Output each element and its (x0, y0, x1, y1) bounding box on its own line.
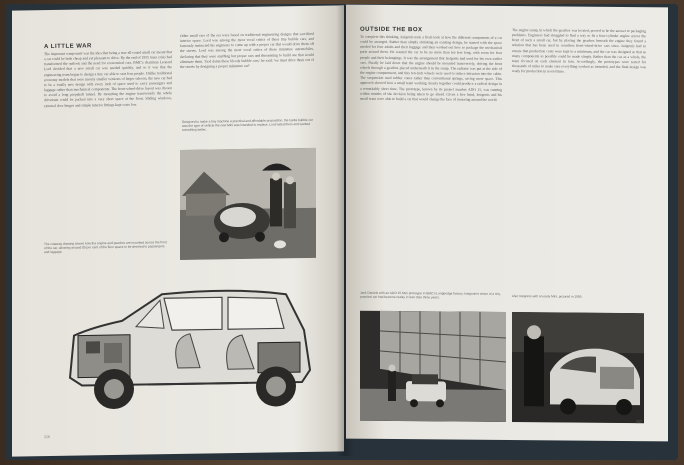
factory-prototype-photo (360, 311, 506, 422)
issigonis-photo-image (512, 312, 644, 423)
mini-cutaway-drawing (52, 270, 332, 424)
right-bottom-right-caption: Alec Issigonis with an early Mini, pictured in 1959. (512, 294, 583, 299)
right-column-2-text: The engine sump, in which the gearbox was located, proved to be the answer to packaging problems. Engineers had struggled to find a way to fit a four-cylinder engine across the front of such a small car, but by placing the gearbox beneath the engine they found a solution that has been used in countless front-wheel-drive cars since. Issigonis had to ensure that production costs were kept to a minimum, and the car was designed so that as many components as possible could be made simply. Rather than the car as a whole, the team focused on each element in turn. Accordingly, the prototypes were tested for thousands of miles to make sure everything worked as intended, and the final design was ready for production in record time. (512, 28, 646, 74)
right-page-number: 257 (636, 419, 642, 425)
right-page (346, 5, 668, 442)
left-page-number: 256 (44, 434, 50, 440)
factory-photo-image (360, 311, 506, 422)
issigonis-photo (512, 312, 644, 423)
isetta-photo-image (180, 148, 316, 260)
left-top-caption: Designed to make a tiny machine a practical and affordable proposition, the Isetta bubble car was the type of vehicle the new Mini was intended to replace. Lord hated them and wanted something better. (182, 117, 313, 133)
right-bottom-left-caption: Jack Daniels with an ADO 15 Mini prototype in BMC's Longbridge factory. Issigonis's vision of a tiny, practical car had become reality in less than three years. (360, 290, 501, 300)
mini-cutaway-illustration (52, 270, 332, 424)
left-page (12, 5, 344, 456)
left-column-1-text: The important component was the idea that being a true all-round small car meant that a car could be both cheap and yet pleasant to drive. By the end of 1955 Suez crisis had transformed the outlook and the need for economical cars. BMC's chairman Leonard Lord decided that a new small car was needed quickly, and so it was that the engineering team began to design a tiny car able to seat four people. Unlike traditional economy models that were merely smaller versions of larger saloons, the new car had to be a totally new design with every inch of space used to carry passengers and luggage rather than mechanical components. The front-wheel-drive layout was chosen to avoid a long propshaft tunnel. By mounting the engine transversely the whole drivetrain could be packed into a very short space at the front. Sliding windows, external door hinges and simple interior fittings kept costs low. (44, 50, 172, 108)
isetta-photo (180, 148, 316, 260)
left-bottom-caption: The cutaway drawing shows how the engine and gearbox are mounted across the front of the car, allowing around 80 per cent of the floor space to be devoted to passengers and luggage. (44, 240, 167, 255)
right-section-title: OUTSIDE THE BOX (360, 26, 423, 34)
left-column-2-text: Other small cars of the era were based on traditional engineering designs that sacrificed interior space. Lord was among the most vocal critics of these tiny bubble cars, and famously instructed his engineers to come up with a proper car that would drive them off the streets. Lord was among the most vocal critics of these miniature automobiles, declaring that they were anything but proper cars and threatening to build one that would eliminate them. 'God damn these bloody bubble cars,' he said; 'we must drive them out of the streets by designing a proper miniature car!' (180, 31, 314, 69)
right-column-1-text: To complete this thinking, Issigonis took a fresh look at how the different components of a car could be arranged. Rather than simply shrinking an existing design, he started with the space needed for four adults and their luggage and then worked out how to package the mechanical parts around them. He wanted the car to be no more than ten feet long, with room for four people and their belongings. It was the arrangement that Issigonis had used for his own earlier cars. Finally he laid down that the engine should be mounted transversely, driving the front wheels through a gearbox placed underneath it in the sump. The radiator was put at the side of the engine compartment, and tiny ten-inch wheels were used to reduce intrusion into the cabin. The suspension used rubber cones rather than conventional springs, saving more space. This approach showed how a small team working closely together could produce a radical design in a remarkably short time. The prototype, known by its project number ADO 15, was running within months of the decision being taken to go ahead. Given a free hand, Issigonis and his small team were able to build a car that would change the face of motoring around the world. (360, 34, 502, 102)
left-section-title: A LITTLE WAR (44, 43, 92, 51)
